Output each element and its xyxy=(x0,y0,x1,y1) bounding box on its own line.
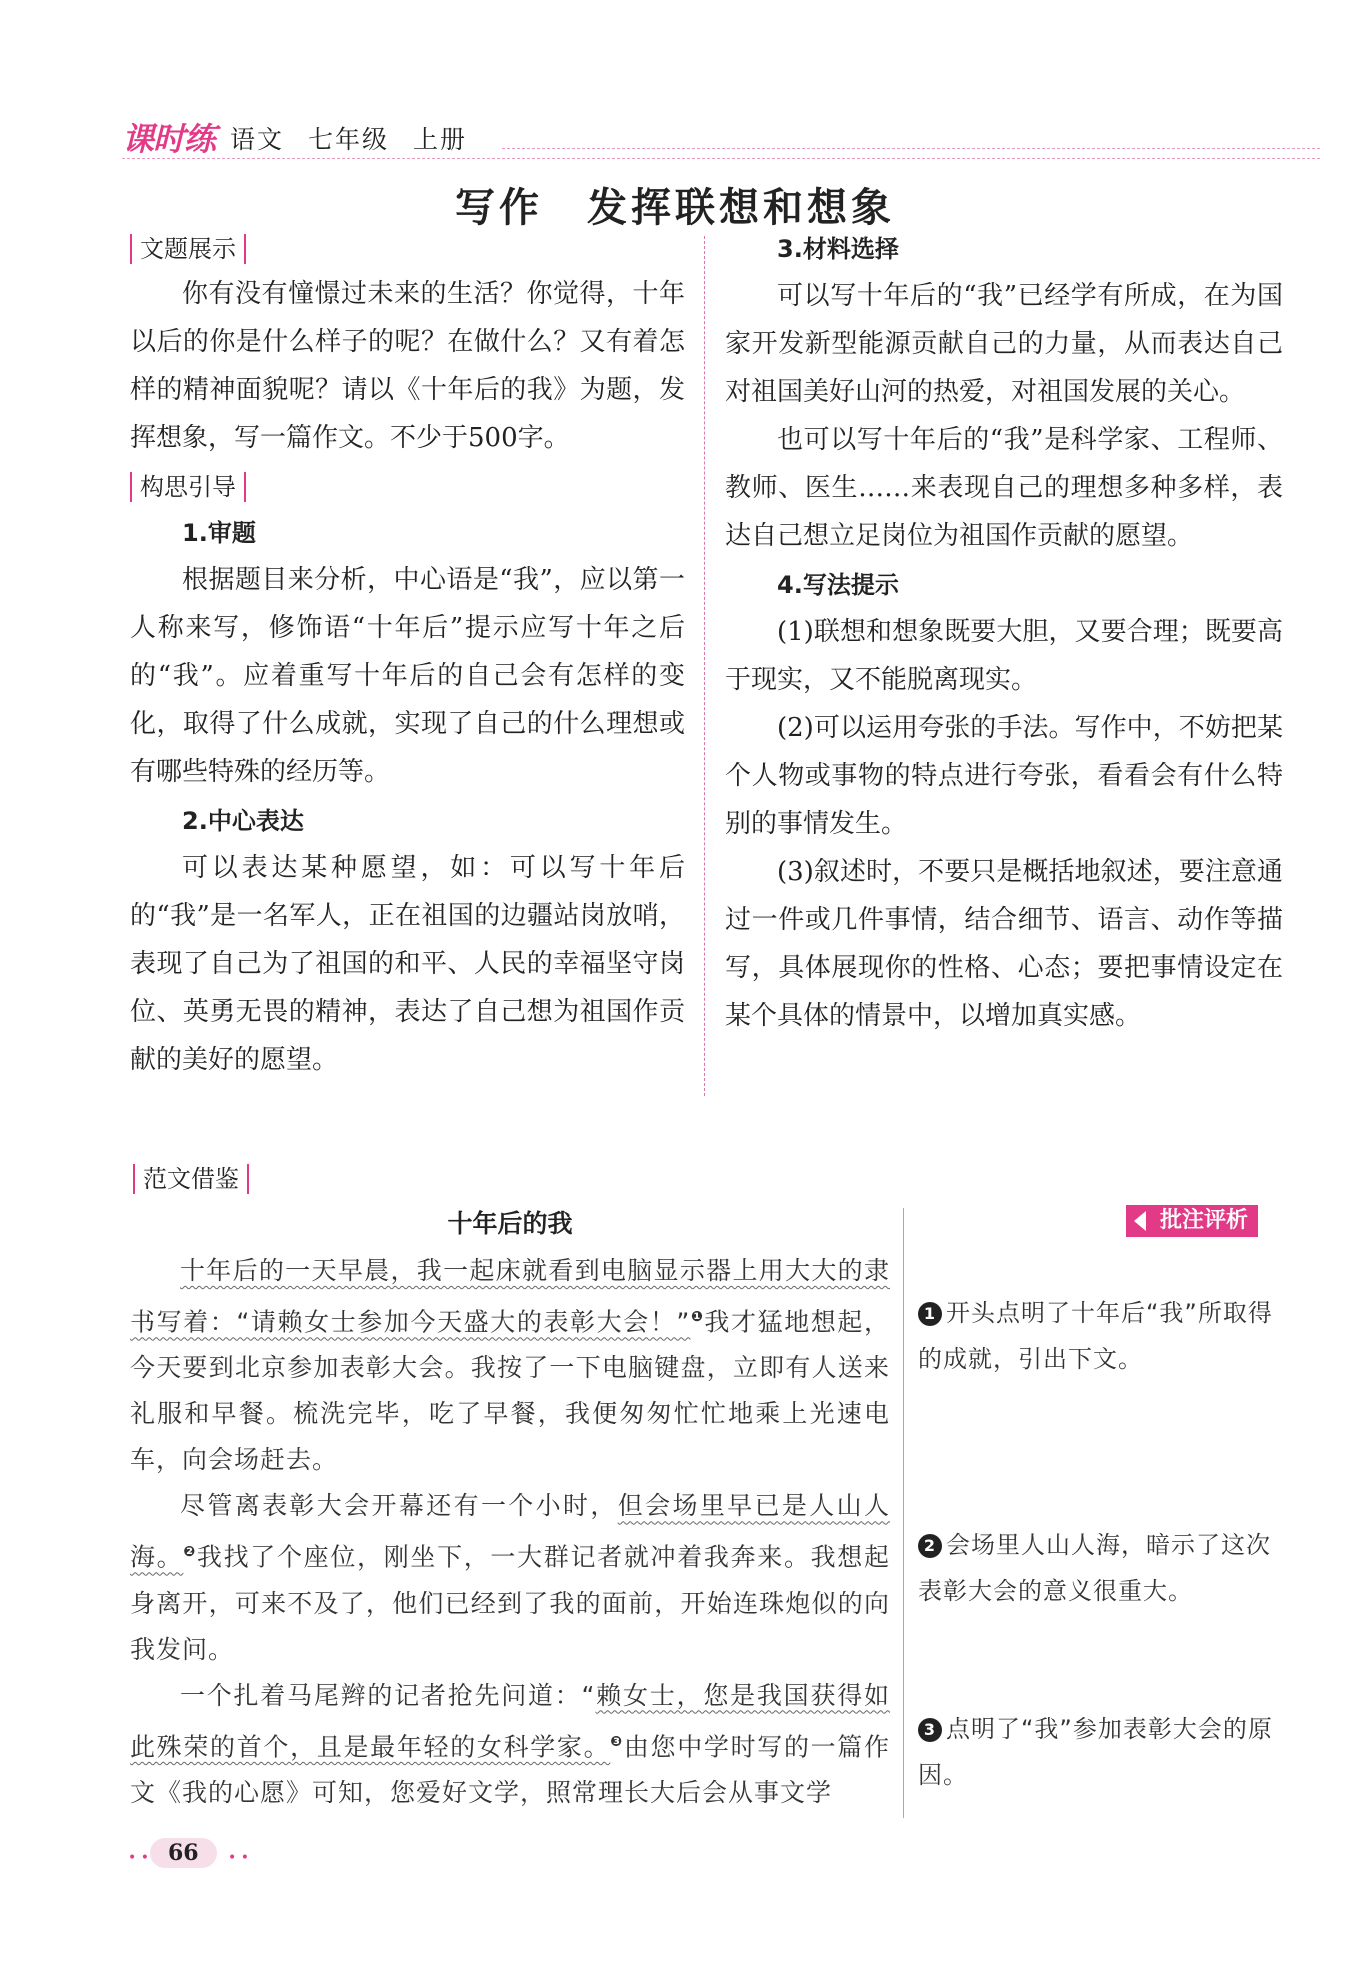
section-label-sample: 范文借鉴 xyxy=(133,1164,249,1194)
header-grade: 七年级 xyxy=(307,125,389,154)
column-divider xyxy=(704,236,705,1096)
annotation-text: 开头点明了十年后“我”所取得的成就，引出下文。 xyxy=(918,1299,1273,1373)
left-column xyxy=(130,230,685,1084)
essay-paragraph-3 xyxy=(130,1673,890,1816)
essay-body xyxy=(130,1248,890,1816)
material-paragraph-1: 可以写十年后的“我”已经学有所成，在为国家开发新型能源贡献自己的力量，从而表达自己对祖国美好山河的热爱，对祖国发展的关心。 xyxy=(725,281,1283,407)
annotation-number: 1 xyxy=(918,1302,942,1326)
note-marker-2: ❷ xyxy=(183,1544,197,1561)
prompt-text: 你有没有憧憬过未来的生活？你觉得，十年以后的你是什么样子的呢？在做什么？又有着怎样的精神面貌呢？请以《十年后的我》为题，发挥想象，写一篇作文。不少于500字。 xyxy=(130,279,685,453)
material-paragraph-2: 也可以写十年后的“我”是科学家、工程师、教师、医生……来表现自己的理想多种多样，表达自己想立足岗位为祖国作贡献的愿望。 xyxy=(725,425,1283,551)
arrow-left-icon xyxy=(1134,1211,1146,1231)
underlined-text: 但会场里早已是人山人海。 xyxy=(130,1491,890,1572)
section-label-guide: 构思引导 xyxy=(130,472,246,502)
note-marker-3: ❸ xyxy=(610,1733,624,1750)
essay-text: 由您中学时写的一篇作文《我的心愿》可知，您爱好文学，照常理长大后会从事文学 xyxy=(130,1731,890,1807)
notes-divider xyxy=(903,1208,904,1818)
subheading-1: 1.审题 xyxy=(182,519,256,547)
annotation-badge-label: 批注评析 xyxy=(1160,1208,1249,1233)
subheading-2: 2.中心表达 xyxy=(182,807,304,835)
tip-3: (3)叙述时，不要只是概括地叙述，要注意通过一件或几件事情，结合细节、语言、动作等描写，具体展现你的性格、心态；要把事情设定在某个具体的情景中，以增加真实感。 xyxy=(725,857,1283,1031)
page-number: 66 xyxy=(150,1838,217,1868)
underlined-text: 十年后的一天早晨，我一起床就看到电脑显示器上用大大的隶书写着：“请赖女士参加今天盛大的表彰大会！” xyxy=(130,1256,890,1337)
annotation-2 xyxy=(918,1522,1288,1614)
essay-title: 十年后的我 xyxy=(447,1209,573,1238)
tip-1: (1)联想和想象既要大胆，又要合理；既要高于现实，又不能脱离现实。 xyxy=(725,617,1283,695)
subheading-4: 4.写法提示 xyxy=(777,571,899,599)
header-divider xyxy=(122,158,1320,159)
decorative-dots: • • xyxy=(128,1850,149,1866)
annotation-1 xyxy=(918,1290,1288,1382)
essay-paragraph-1 xyxy=(130,1248,890,1483)
essay-text: 一个扎着马尾辫的记者抢先问道：“ xyxy=(180,1680,596,1710)
annotation-text: 会场里人山人海，暗示了这次表彰大会的意义很重大。 xyxy=(918,1531,1271,1605)
essay-text: 我找了个座位，刚坐下，一大群记者就冲着我奔来。我想起身离开，可来不及了，他们已经到了我的面前，开始连珠炮似的向我发问。 xyxy=(130,1542,890,1664)
header-divider-upper xyxy=(502,148,1320,149)
annotation-3 xyxy=(918,1706,1288,1798)
annotation-badge xyxy=(1126,1205,1258,1237)
tip-2: (2)可以运用夸张的手法。写作中，不妨把某个人物或事物的特点进行夸张，看看会有什么特别的事情发生。 xyxy=(725,713,1283,839)
annotation-number: 3 xyxy=(918,1718,942,1742)
annotation-number: 2 xyxy=(918,1534,942,1558)
page-title: 写作 发挥联想和想象 xyxy=(455,184,895,231)
brand-logo: 课时练 xyxy=(122,120,216,158)
section-label-prompt: 文题展示 xyxy=(130,234,246,264)
right-column xyxy=(725,230,1283,1040)
note-marker-1: ❶ xyxy=(690,1309,705,1325)
subheading-3: 3.材料选择 xyxy=(777,235,899,263)
essay-paragraph-2 xyxy=(130,1483,890,1672)
header-info xyxy=(230,120,467,156)
header-subject: 语文 xyxy=(230,125,285,154)
guide-paragraph-1: 根据题目来分析，中心语是“我”，应以第一人称来写，修饰语“十年后”提示应写十年之后的“我”。应着重写十年后的自己会有怎样的变化，取得了什么成就，实现了自己的什么理想或有哪些特殊的经历等。 xyxy=(130,565,685,787)
header-volume: 上册 xyxy=(412,125,467,154)
page-header xyxy=(122,112,1320,162)
underlined-text: 赖女士，您是我国获得如此殊荣的首个，且是最年轻的女科学家。 xyxy=(130,1680,890,1761)
guide-paragraph-2: 可以表达某种愿望，如：可以写十年后的“我”是一名军人，正在祖国的边疆站岗放哨，表现了自己为了祖国的和平、人民的幸福坚守岗位、英勇无畏的精神，表达了自己想为祖国作贡献的美好的愿望。 xyxy=(130,853,685,1075)
essay-text: 我才猛地想起，今天要到北京参加表彰大会。我按了一下电脑键盘，立即有人送来礼服和早餐。梳洗完毕，吃了早餐，我便匆匆忙忙地乘上光速电车，向会场赶去。 xyxy=(130,1307,890,1475)
decorative-dots: • • xyxy=(228,1850,249,1866)
annotation-text: 点明了“我”参加表彰大会的原因。 xyxy=(918,1715,1273,1789)
essay-text: 尽管离表彰大会开幕还有一个小时， xyxy=(180,1491,618,1521)
